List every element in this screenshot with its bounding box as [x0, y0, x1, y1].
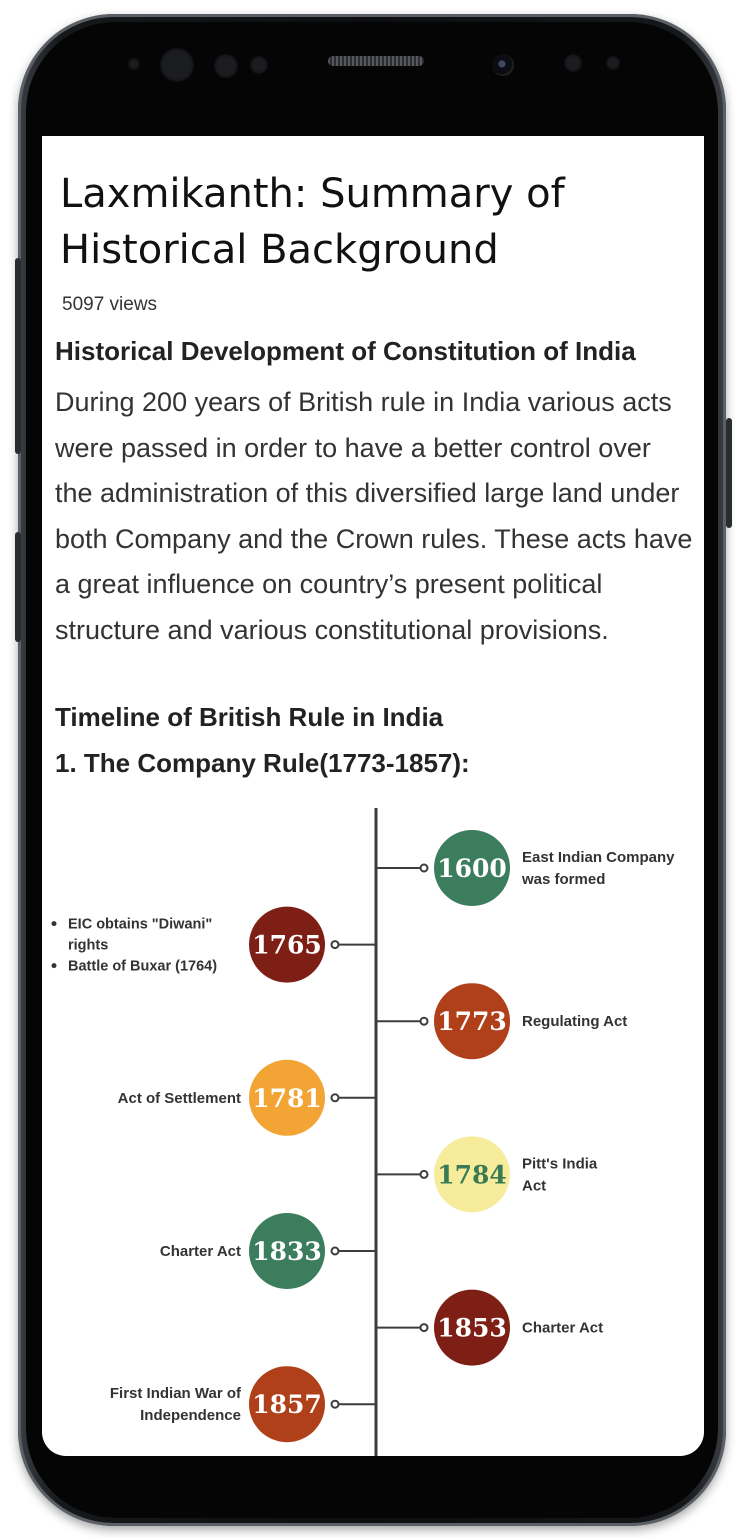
timeline-connector-dot [332, 941, 339, 948]
bullet-dot [52, 921, 57, 926]
year-label-1765: 1765 [252, 930, 322, 960]
event-bullet-1765: Battle of Buxar (1764) [68, 958, 218, 975]
year-label-1857: 1857 [252, 1390, 322, 1420]
light-sensor [214, 54, 238, 78]
bixby-button [15, 532, 21, 642]
event-bullet-1765: rights [68, 937, 109, 954]
view-count: 5097 views [62, 294, 158, 315]
year-label-1784: 1784 [437, 1160, 507, 1190]
heart-sensor [564, 54, 582, 72]
timeline-connector-dot [421, 865, 428, 872]
event-bullet-1765: EIC obtains "Diwani" [68, 916, 213, 933]
proximity-sensor [128, 58, 140, 70]
flash-sensor [606, 56, 620, 70]
front-camera [492, 54, 514, 76]
timeline-connector-dot [421, 1018, 428, 1025]
year-label-1833: 1833 [252, 1237, 322, 1266]
bullet-dot [52, 963, 57, 968]
bottom-bezel [40, 1456, 708, 1512]
event-label-1600: East Indian Company [522, 849, 675, 866]
event-label-1833: Charter Act [159, 1243, 241, 1260]
event-label-1773: Regulating Act [522, 1013, 628, 1031]
timeline-connector-dot [332, 1401, 339, 1408]
year-label-1600: 1600 [437, 854, 507, 883]
event-label-1857: First Indian War of [109, 1385, 241, 1403]
event-label-1781: Act of Settlement [117, 1089, 241, 1107]
top-bezel [40, 22, 708, 136]
timeline-connector-dot [421, 1171, 428, 1178]
phone-screen [42, 136, 704, 1456]
section-heading: Historical Development of Constitution of India [55, 336, 636, 366]
earpiece-speaker [328, 56, 424, 66]
power-button [726, 418, 732, 528]
event-label-1784: Pitt's India [522, 1155, 598, 1173]
ambient-sensor [250, 56, 268, 74]
timeline-connector-dot [332, 1248, 339, 1255]
page-title: Laxmikanth: Summary of Historical Background [60, 171, 565, 273]
timeline-heading: Timeline of British Rule in India [55, 702, 444, 732]
iris-sensor [160, 48, 194, 82]
timeline-connector-dot [421, 1324, 428, 1331]
intro-paragraph: During 200 years of British rule in India various acts were passed in order to have a better control over the administration of this diversified large land under both Company and the Crown rules. These acts have a great influence on country’s present political structure and various constitutional provisions. [55, 387, 693, 645]
event-label-1784: Act [522, 1177, 547, 1195]
event-label-1857: Independence [140, 1407, 241, 1425]
year-label-1853: 1853 [437, 1313, 507, 1343]
year-label-1773: 1773 [437, 1007, 507, 1037]
company-rule-timeline-chart [42, 796, 704, 1456]
year-label-1781: 1781 [252, 1083, 322, 1113]
event-label-1600: was formed [522, 871, 606, 888]
company-rule-heading: 1. The Company Rule(1773-1857): [55, 748, 470, 778]
event-label-1853: Charter Act [522, 1319, 604, 1337]
volume-up-button [15, 258, 21, 454]
timeline-connector-dot [332, 1094, 339, 1101]
